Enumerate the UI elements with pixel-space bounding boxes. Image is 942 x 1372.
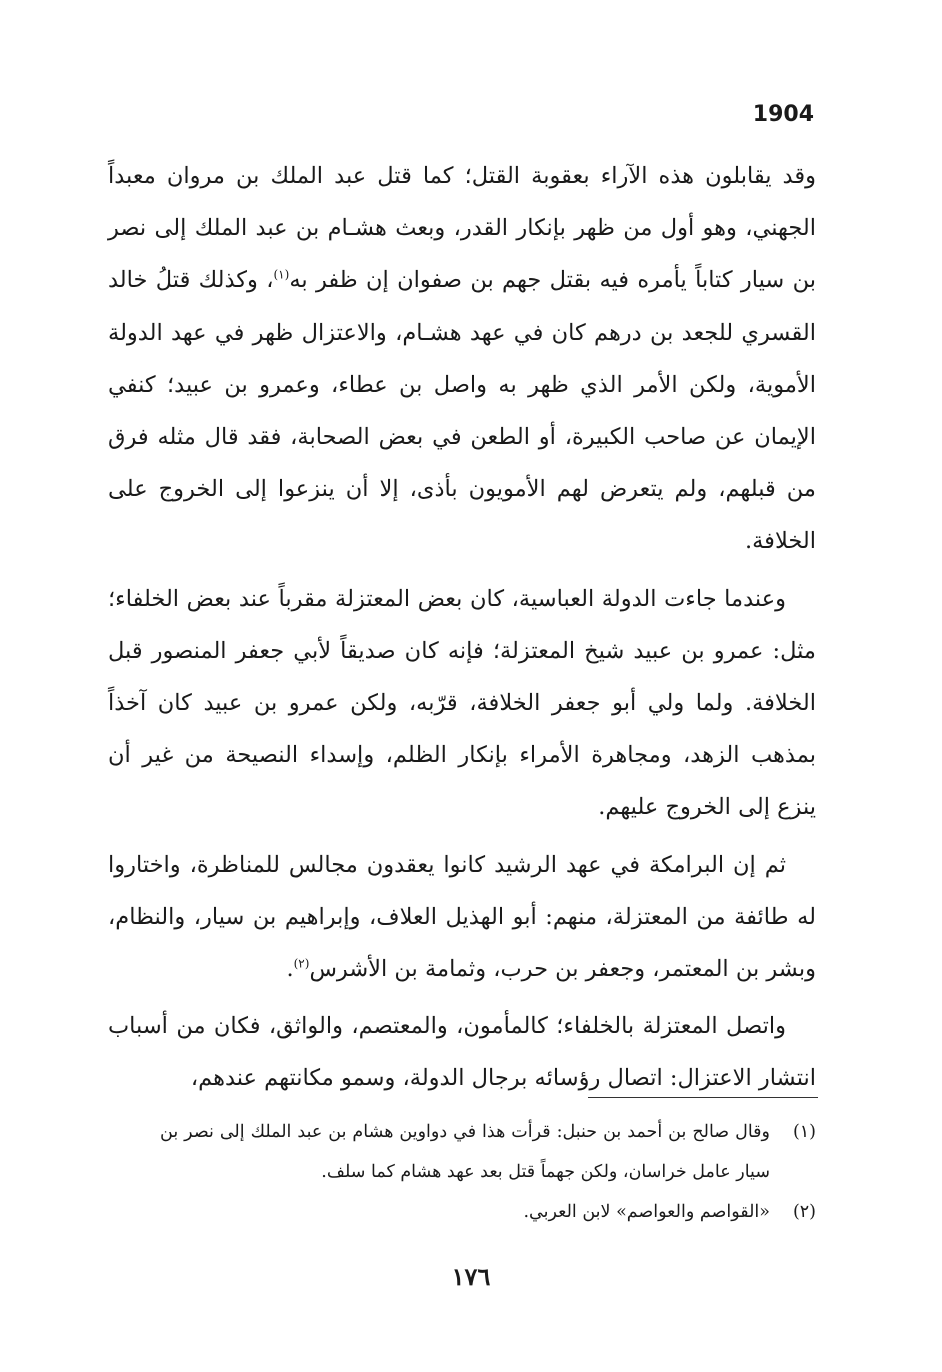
paragraph-text: واتصل المعتزلة بالخلفاء؛ كالمأمون، والمعتصم، والواثق، فكان من أسباب انتشار الاعتزال: اتصال رؤسائه برجال الدولة، وسمو مكانتهم عندهم، <box>108 1013 816 1092</box>
footnote-text: وقال صالح بن أحمد بن حنبل: قرأت هذا في دواوين هشام بن عبد الملك إلى نصر بن سيار عامل خراسان، ولكن جهماً قتل بعد عهد هشام كما سلف. <box>160 1122 770 1182</box>
footnotes <box>160 1112 816 1232</box>
paragraph-text: وعندما جاءت الدولة العباسية، كان بعض المعتزلة مقرباً عند بعض الخلفاء؛ مثل: عمرو بن عبيد شيخ المعتزلة؛ فإنه كان صديقاً لأبي جعفر المنصور قبل الخلافة. ولما ولي أبو جعفر الخلافة، قرّبه، ولكن عمرو بن عبيد كان آخذاً بمذهب الزهد، ومجاهرة الأمراء بإنكار الظلم، وإسداء النصيحة من غير أن ينزع إلى الخروج عليهم. <box>108 585 816 821</box>
footnote-ref[interactable]: (١) <box>273 267 290 282</box>
footnote <box>160 1192 816 1232</box>
footnote-number: (١) <box>792 1122 816 1142</box>
paragraph-text: وقد يقابلون هذه الآراء بعقوبة القتل؛ كما قتل عبد الملك بن مروان معبداً الجهني، وهو أول من ظهر بإنكار القدر، وبعث هشـام بن عبد الملك إلى نصر بن سيار كتاباً يأمره فيه بقتل جهم بن صفوان إن ظفر به <box>108 163 816 294</box>
paragraph <box>108 1000 816 1104</box>
page-number: ١٧٦ <box>451 1262 491 1291</box>
paragraph <box>108 839 816 996</box>
footnote-divider <box>588 1097 818 1098</box>
main-text <box>108 150 816 1105</box>
footnote-number: (٢) <box>792 1202 816 1222</box>
footnote-text: «القواصم والعواصم» لابن العربي. <box>523 1202 770 1222</box>
paragraph <box>108 150 816 568</box>
paragraph-text: ، وكذلك قتلُ خالد القسري للجعد بن درهم كان في عهد هشـام، والاعتزال ظهر في عهد الدولة الأموية، ولكن الأمر الذي ظهر به واصل بن عطاء، وعمرو بن عبيد؛ كنفي الإيمان عن صاحب الكبيرة، أو الطعن في بعض الصحابة، فقد قال مثله فرق من قبلهم، ولم يتعرض لهم الأمويون بأذى، إلا أن ينزعوا إلى الخروج على الخلافة. <box>108 267 816 555</box>
footnote <box>160 1112 816 1192</box>
top-page-number: 1904 <box>752 102 814 127</box>
paragraph <box>108 573 816 834</box>
footnote-ref[interactable]: (٢) <box>293 956 310 971</box>
paragraph-text: ثم إن البرامكة في عهد الرشيد كانوا يعقدون مجالس للمناظرة، واختاروا له طائفة من المعتزلة، منهم: أبو الهذيل العلاف، وإبراهيم بن سيار، والنظام، وبشر بن المعتمر، وجعفر بن حرب، وثمامة بن الأشرس <box>108 851 816 983</box>
paragraph-text: . <box>286 956 294 983</box>
